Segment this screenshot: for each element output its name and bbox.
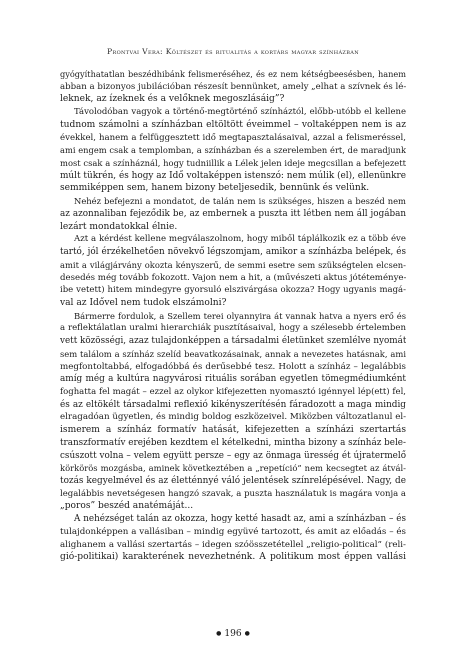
text-line: most csak a színháznál, hogy tudniillik a Lélek jelen ideje megcsillan a befejezett [60, 158, 406, 169]
text-line: A nehézséget talán az okozza, hogy ketté hasadt az, ami a színházban – és [74, 514, 406, 525]
bullet-ornament: ● [244, 630, 250, 637]
text-line: tozás kegyelmével és az életténnyé váló jelentések színrelépésével. Nagy, de [60, 476, 406, 486]
body-text [60, 68, 406, 564]
text-line: a reflektálatlan uralmi hierarchiák pusztításaival, hogy a szélesebb értelemben [60, 323, 406, 334]
text-line: „poros” beszéd anatémáját... [60, 501, 194, 512]
text-line: csúszott volna – velem együtt persze – egy az önmaga üresség ét újratermelő [60, 450, 406, 461]
text-line: ami engem csak a templomban, a színházban és a szerelemben ért, de maradjunk [60, 145, 406, 156]
text-line: sem találom a színház szelíd beavatkozásainak, annak a nevezetes hatásnak, ami [60, 348, 406, 359]
text-line: semmiképpen sem, hanem bizony beteljesedik, bennünk és velünk. [60, 183, 370, 194]
text-line: val az Idővel nem tudok elszámolni? [60, 297, 227, 308]
text-line: amíg még a kultúra nagyvárosi rituális sorában egyetlen tömegmédiumként [60, 374, 406, 385]
text-line: gió-politikai) karakterének nevezhetnénk. A politikum most éppen vallási [60, 552, 406, 563]
text-line: amit a világjárvány okozta kényszerű, de semmi esetre sem szükségtelen elcsen- [60, 259, 406, 270]
text-line: lezárt mondatokkal élnie. [60, 221, 178, 232]
text-line: foghatta fel magát – ezzel az olykor kifejezetten nyomasztó igénnyel lép(ett) fel, [60, 386, 406, 397]
text-line: transzformatív erejében kezdtem el kételkedni, mintha bizony a színház bele- [60, 437, 406, 448]
text-line: leknek, az ízeknek és a velőknek megoszlásáig”? [60, 94, 285, 105]
text-line: Távolodóban vagyok a történő-megtörténő színháztól, előbb-utóbb el kellene [74, 107, 406, 118]
text-line: alighanem a vallási szertartás – idegen szóösszetétellel „religio-political” (reli- [60, 539, 406, 550]
text-line: legalábbis nevetségesen hangzó szavak, a puszta használatuk is magára vonja a [60, 488, 406, 499]
text-line: Bármerre fordulok, a Szellem terei olyannyira át vannak hatva a nyers erő és [74, 310, 406, 321]
text-line: évekkel, hanem a felfüggesztett idő megtapasztalásaival, azzal a felismeréssel, [60, 132, 406, 143]
text-line: gyógyíthatatlan beszédhibánk felismeréséhez, és ez nem kétségbeesésben, hanem [60, 69, 406, 79]
text-line: desedés még tovább fokozott. Vajon nem a hit, a (művészeti aktus jótéteménye- [60, 272, 406, 283]
text-line: az azonnaliban fejeződik be, az embernek a puszta itt létben nem áll jogában [60, 208, 406, 219]
text-line: múlt tükrén, és hogy az Idő voltaképpen istenszó: nem múlik (el), ellenünkre [60, 170, 406, 181]
text-line: ibe vetett) hitem mindegyre gyorsuló elszivárgása okozza? Hogy ugyanis magá- [60, 285, 406, 296]
text-line: körkörös mozgásba, aminek következtében a „repetíció” nem kecsegtet az átvál- [60, 463, 406, 474]
text-line: tartó, jól érzékelhetően növekvő légszomjam, amikor a színházba belépek, és [60, 247, 406, 258]
text-line: és az eltökélt társadalmi reflexió kikényszerítésén fáradozott a maga mindig [60, 399, 406, 410]
text-line: vett közösségi, azaz tulajdonképpen a társadalmi életünket szemlélve nyomát [60, 336, 406, 347]
text-line: ismerem a színház formatív hatását, kifejezetten a színházi szertartás [60, 425, 406, 436]
running-head: Prontvai Vera: Költészet és ritualitás a kortárs magyar színházban [107, 47, 359, 56]
page-number [60, 629, 406, 639]
bullet-ornament: ● [216, 630, 222, 637]
text-line: tudnom számolni a színházban eltöltött éveimmel – voltaképpen nem is az [60, 119, 406, 130]
text-line: tulajdonképpen a vallásiban – mindig együvé tartozott, és amit az előadás – és [60, 526, 406, 537]
text-line: elragadóan ügyetlen, és mindig boldog eszközeivel. Miközben változatlanul el- [60, 412, 406, 423]
text-line: Azt a kérdést kellene megválaszolnom, hogy miből táplálkozik ez a több éve [74, 234, 406, 245]
page-number-text: 196 [224, 629, 242, 639]
text-line: megfontoltabbá, elfogadóbbá és derűsebbé tesz. Holott a színház – legalábbis [60, 361, 406, 372]
text-line: abban a bizonyos jubilációban részesít bennünket, amely „elhat a szívnek és lé- [60, 81, 406, 92]
text-line: Nehéz befejezni a mondatot, de talán nem is szükséges, hiszen a beszéd nem [74, 196, 406, 207]
